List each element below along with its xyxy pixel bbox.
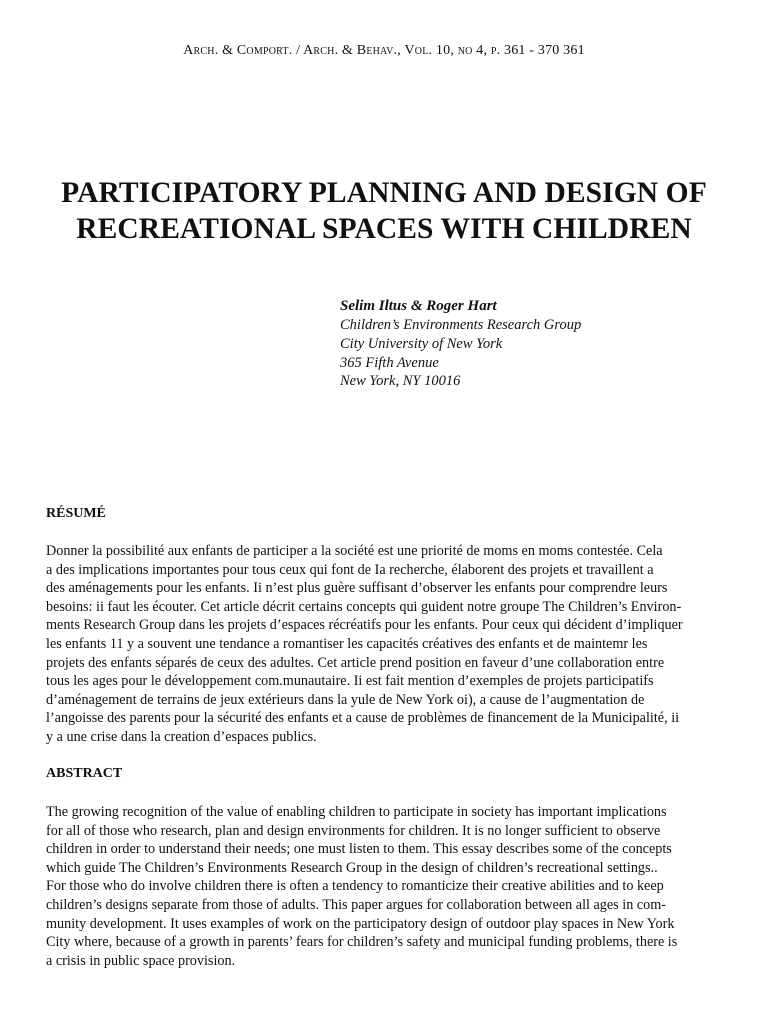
resume-line: besoins: ii faut les écouter. Cet article décrit certains concepts qui guident notre groupe The Children’s Environ- bbox=[46, 598, 682, 615]
running-head: Arch. & Comport. / Arch. & Behav., Vol. 10, no 4, p. 361 - 370 361 bbox=[183, 43, 585, 58]
resume-line: d’aménagement de terrains de jeux extérieurs dans la yule de New York oi), a cause de l’augmentation de bbox=[46, 691, 645, 708]
abstract-heading: ABSTRACT bbox=[46, 766, 123, 781]
resume-paragraph bbox=[46, 542, 726, 747]
affiliation-line: Children’s Environments Research Group bbox=[340, 317, 582, 333]
abstract-paragraph bbox=[46, 803, 726, 970]
affiliation-line: City University of New York bbox=[340, 335, 503, 352]
resume-line: les enfants 11 y a souvent une tendance a romantiser les capacités créatives des enfants et de maintemr les bbox=[46, 635, 648, 652]
abstract-line: for all of those who research, plan and design environments for children. It is no longer sufficient to observe bbox=[46, 822, 661, 839]
resume-heading: RÉSUMÉ bbox=[46, 506, 106, 521]
resume-line: l’angoisse des parents pour la sécurité des enfants et a cause de problèmes de financement de la Municipalité, ii bbox=[46, 710, 680, 727]
abstract-line: The growing recognition of the value of enabling children to participate in society has important implications bbox=[46, 804, 667, 820]
abstract-line: children in order to understand their needs; one must listen to them. This essay describes some of the concepts bbox=[46, 841, 672, 858]
resume-line: des aménagements pour les enfants. Ii n’est plus guère suffisant d’observer les enfants pour comprendre leurs bbox=[46, 580, 668, 597]
affiliation-line: New York, NY 10016 bbox=[340, 373, 461, 390]
resume-line: ments Research Group dans les projets d’espaces récréatifs pour les enfants. Pour ceux qui décident d’impliquer bbox=[46, 617, 683, 634]
resume-line: Donner la possibilité aux enfants de participer a la société est une priorité de moms en moms contestée. Cela bbox=[46, 543, 663, 559]
author-names: Selim Iltus & Roger Hart bbox=[340, 298, 497, 314]
abstract-line: which guide The Children’s Environments Research Group in the design of children’s recreational settings.. bbox=[46, 859, 658, 876]
abstract-line: a crisis in public space provision. bbox=[46, 952, 236, 969]
resume-line: tous les ages pour le développement com.munautaire. Ii est fait mention d’exemples de projets participatifs bbox=[46, 673, 654, 690]
resume-line: y a une crise dans la creation d’espaces publics. bbox=[46, 728, 317, 745]
title-line: RECREATIONAL SPACES WITH CHILDREN bbox=[76, 213, 692, 245]
resume-line: a des implications importantes pour tous ceux qui font de Ia recherche, élaborent des projets et travaillent a bbox=[46, 561, 654, 578]
abstract-line: munity development. It uses examples of work on the participatory design of outdoor play spaces in New York bbox=[46, 915, 675, 932]
abstract-line: For those who do involve children there is often a tendency to romanticize their creative abilities and to keep bbox=[46, 878, 664, 895]
resume-line: projets des enfants séparés de ceux des adultes. Cet article prend position en faveur d’une collaboration entre bbox=[46, 654, 665, 671]
abstract-line: City where, because of a growth in parents’ fears for children’s safety and municipal funding problems, there is bbox=[46, 934, 678, 951]
title-line: PARTICIPATORY PLANNING AND DESIGN OF bbox=[61, 177, 707, 209]
author-block bbox=[340, 296, 740, 391]
article-title bbox=[0, 175, 768, 247]
affiliation-line: 365 Fifth Avenue bbox=[340, 354, 439, 371]
abstract-line: children’s designs separate from those of adults. This paper argues for collaboration between all ages in com- bbox=[46, 896, 666, 913]
